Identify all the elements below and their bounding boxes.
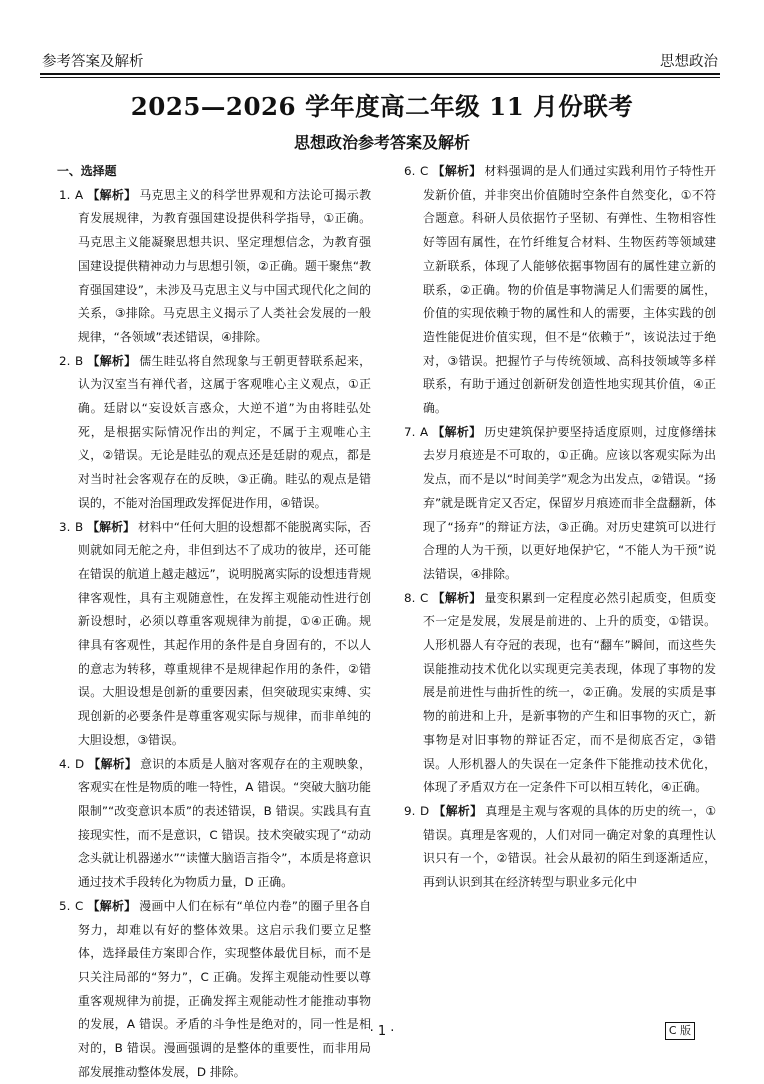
item-number: 9. [404,803,416,818]
left-column [59,160,371,1084]
header-rule-thin [40,77,720,78]
analysis-text: 儒生眭弘将自然现象与王朝更替联系起来，认为汉室当有禅代者，这属于客观唯心主义观点，①正确。廷尉以“妄设妖言惑众，大逆不道”为由将眭弘处死，是根据实际情况作出的判定，不属于主观唯心主义，②错误。无论是眭弘的观点还是廷尉的观点，都是对当时社会客观存在的反映，③正确。眭弘的观点是错误的，不能对治国理政发挥促进作用，④错误。 [78,353,371,510]
document-title: 2025—2026 学年度高二年级 11 月份联考 [130,92,634,121]
answer-item-7 [404,421,716,587]
analysis-tag: 【解析】 [433,803,483,818]
answer-item-6 [404,160,716,421]
analysis-text: 意识的本质是人脑对客观存在的主观映象，客观实在性是物质的唯一特性，A 错误。“突破大脑功能限制”“改变意识本质”的表述错误，B 错误。实践具有直接现实性，而不是意识，C 错误。技术突破实现了“动动念头就让机器递水”“读懂大脑语言指令”，本质是将意识通过技术手段转化为物质力量，D 正确。 [78,756,371,890]
answer-item-3 [59,516,371,753]
analysis-tag: 【解析】 [88,756,138,771]
answer-letter: B [75,519,84,534]
item-number: 4. [59,756,71,771]
version-badge: C 版 [665,1022,695,1040]
analysis-text: 马克思主义的科学世界观和方法论可揭示教育发展规律，为教育强国建设提供科学指导，①正确。马克思主义能凝聚思想共识、坚定理想信念，为教育强国建设提供精神动力与思想引领，②正确。题干聚焦“教育强国建设”，未涉及马克思主义与中国式现代化之间的关系，③排除。马克思主义揭示了人类社会发展的一般规律，“各领域”表述错误，④排除。 [78,187,371,344]
analysis-tag: 【解析】 [432,590,482,605]
answer-letter: D [75,756,85,771]
page-number: · 1 · [369,1024,395,1039]
item-number: 2. [59,353,71,368]
page-header [0,44,764,72]
analysis-tag: 【解析】 [87,187,137,202]
section-heading: 一、选择题 [57,164,117,178]
answer-item-9 [404,800,716,895]
answer-letter: A [420,424,429,439]
answer-item-4 [59,753,371,895]
right-column [404,160,716,895]
analysis-text: 量变积累到一定程度必然引起质变，但质变不一定是发展，发展是前进的、上升的质变，①错误。人形机器人有夺冠的表现，也有“翻车”瞬间，而这些失误能推动技术优化以实现更完美表现，体现了事物的发展是前进性与曲折性的统一，②正确。发展的实质是事物的前进和上升，是新事物的产生和旧事物的灭亡，新事物是对旧事物的辩证否定，而不是彻底否定，③错误。人形机器人的失误在一定条件下能推动技术优化，体现了矛盾双方在一定条件下可以相互转化，④正确。 [423,590,716,795]
analysis-text: 真理是主观与客观的具体的历史的统一，①错误。真理是客观的，人们对同一确定对象的真理性认识只有一个，②错误。社会从最初的陌生到逐渐适应，再到认识到其在经济转型与职业多元化中 [423,803,716,890]
answer-letter: D [420,803,430,818]
analysis-text: 历史建筑保护要坚持适度原则，过度修缮抹去岁月痕迹是不可取的，①正确。应该以客观实际为出发点，而不是以“时间美学”观念为出发点，②错误。“扬弃”就是既肯定又否定，保留岁月痕迹而非全盘翻新，体现了“扬弃”的辩证方法，③正确。对历史建筑可以进行合理的人为干预，以更好地保护它，“不能人为干预”说法错误，④排除。 [423,424,716,581]
item-number: 5. [59,898,71,913]
item-number: 8. [404,590,416,605]
analysis-tag: 【解析】 [87,898,137,913]
analysis-text: 材料强调的是人们通过实践利用竹子特性开发新价值，并非突出价值随时空条件自然变化，①不符合题意。科研人员依据竹子坚韧、有弹性、生物相容性好等固有属性，在竹纤维复合材料、生物医药等领域建立新联系，体现了人能够依据事物固有的属性建立新的联系，②正确。物的价值是事物满足人们需要的属性，价值的实现依赖于物的属性和人的需要，主体实践的创造性能促进价值实现，但不是“依赖于”，该说法过于绝对，③错误。把握竹子与传统领域、高科技领域等多样联系，有助于通过创新研发创造性地实现其价值，④正确。 [423,164,716,416]
item-number: 6. [404,164,416,178]
answer-letter: C [75,898,84,913]
analysis-tag: 【解析】 [87,353,137,368]
document-subtitle: 思想政治参考答案及解析 [293,133,470,152]
answer-letter: A [75,187,84,202]
answer-item-8 [404,587,716,800]
answer-letter: C [420,164,429,178]
item-number: 1. [59,187,71,202]
header-right: 思想政治 [660,54,718,70]
item-number: 3. [59,519,71,534]
answer-letter: C [420,590,429,605]
item-number: 7. [404,424,416,439]
analysis-tag: 【解析】 [432,424,482,439]
answer-item-5 [59,895,371,1084]
header-rule-thick [40,73,720,75]
analysis-tag: 【解析】 [432,164,482,178]
analysis-text: 材料中“任何大胆的设想都不能脱离实际，否则就如同无舵之舟，非但到达不了成功的彼岸，还可能在错误的航道上越走越远”，说明脱离实际的设想违背规律客观性，具有主观随意性，在发挥主观能动性进行创新设想时，必须以尊重客观规律为前提，①④正确。规律具有客观性，其起作用的条件是自身固有的，不以人的意志为转移，尊重规律不是规律起作用的条件，②错误。大胆设想是创新的重要因素，但突破现实束缚、实现创新的必要条件是尊重客观实际与规律，而非单纯的大胆设想，③错误。 [78,519,371,747]
analysis-tag: 【解析】 [87,519,135,534]
analysis-text: 漫画中人们在标有“单位内卷”的圈子里各自努力，却难以有好的整体效果。这启示我们要立足整体，选择最佳方案即合作，实现整体最优目标，而不是只关注局部的“努力”，C 正确。发挥主观能动性要以尊重客观规律为前提，正确发挥主观能动性才能推动事物的发展，A 错误。矛盾的斗争性是绝对的，同一性是相对的，B 错误。漫画强调的是整体的重要性，而非用局部发展推动整体发展，D 排除。 [78,898,371,1079]
header-left: 参考答案及解析 [42,54,144,70]
answer-item-1 [59,184,371,350]
answer-letter: B [75,353,84,368]
answer-item-2 [59,350,371,516]
